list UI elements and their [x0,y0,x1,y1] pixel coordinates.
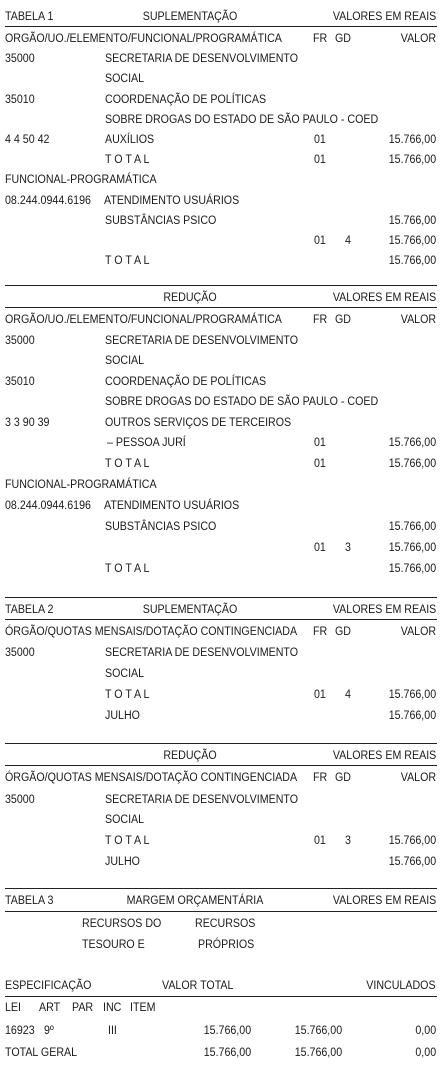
section-divider [5,743,437,744]
section-divider [5,285,437,286]
element-code: 3 3 90 39 [5,415,50,429]
amount: 15.766,00 [388,435,436,449]
gd-value: 3 [345,540,351,554]
description: SUBSTÂNCIAS PSICO [105,213,217,227]
functional-code: 08.244.0944.6196 [5,193,91,207]
fr-header: FR [313,770,328,784]
fr-value: 01 [314,152,326,166]
treasury-value: 15.766,00 [294,1023,342,1037]
section-type: REDUÇÃO [163,290,217,304]
table-number: TABELA 3 [5,893,54,907]
code: 35010 [5,374,35,388]
resources-treasury-label: RECURSOS DO [82,916,162,930]
description: SECRETARIA DE DESENVOLVIMENTO [105,792,299,806]
description: SOBRE DROGAS DO ESTADO DE SÃO PAULO - COED [105,394,379,408]
total-label: T O T A L [105,152,150,166]
description: COORDENAÇÃO DE POLÍTICAS [105,92,267,106]
total-value: 15.766,00 [203,1023,251,1037]
functional-programmatic-label: FUNCIONAL-PROGRAMÁTICA [5,172,157,186]
column-header: ORGÃO/UO./ELEMENTO/FUNCIONAL/PROGRAMÁTICA [5,31,282,45]
par-header: PAR [72,1000,94,1014]
valor-header: VALOR [400,31,436,45]
table-number: TABELA 2 [5,602,54,616]
art-value: 9º [44,1023,54,1037]
linked-value: 0,00 [415,1023,436,1037]
specification-header: ESPECIFICAÇÃO [5,978,92,992]
section-divider [5,888,437,889]
code: 35000 [5,51,35,65]
total-amount: 15.766,00 [388,561,436,575]
item-header: ITEM [130,1000,156,1014]
total-label: T O T A L [105,456,150,470]
total-label: T O T A L [105,561,150,575]
functional-code: 08.244.0944.6196 [5,498,91,512]
code: 35010 [5,92,35,106]
code: 35000 [5,645,35,659]
description: SOCIAL [105,353,145,367]
section-type: MARGEM ORÇAMENTÁRIA [126,893,264,907]
divider [5,911,437,912]
amount: 15.766,00 [388,708,436,722]
description: SECRETARIA DE DESENVOLVIMENTO [105,333,299,347]
section-divider [5,597,437,598]
section-type: SUPLEMENTAÇÃO [142,602,238,616]
gd-header: GD [335,31,351,45]
element-code: 4 4 50 42 [5,132,50,146]
description: SOCIAL [105,812,145,826]
fr-value: 01 [314,233,326,247]
resources-own-label: PRÓPRIOS [198,937,255,951]
description: – PESSOA JURÍ [107,435,186,449]
amount: 15.766,00 [388,854,436,868]
section-type: SUPLEMENTAÇÃO [142,9,238,23]
amount: 15.766,00 [388,132,436,146]
total-value-header: VALOR TOTAL [162,978,234,992]
description: SOBRE DROGAS DO ESTADO DE SÃO PAULO - COED [105,112,379,126]
month-label: JULHO [105,854,140,868]
fr-value: 01 [314,833,326,847]
fr-value: 01 [314,456,326,470]
month-label: JULHO [105,708,140,722]
total-label: T O T A L [105,687,150,701]
amount: 15.766,00 [388,540,436,554]
column-header: ORGÃO/UO./ELEMENTO/FUNCIONAL/PROGRAMÁTICA [5,312,282,326]
fr-header: FR [313,312,328,326]
values-unit: VALORES EM REAIS [332,748,436,762]
description: COORDENAÇÃO DE POLÍTICAS [105,374,267,388]
resources-treasury-label: TESOURO E [82,937,145,951]
description: AUXÍLIOS [105,132,155,146]
total-amount: 15.766,00 [388,687,436,701]
fr-value: 01 [314,132,326,146]
amount: 15.766,00 [388,213,436,227]
fr-value: 01 [314,435,326,449]
gd-header: GD [335,624,351,638]
grand-total-label: TOTAL GERAL [5,1045,78,1059]
inc-value: III [108,1023,117,1037]
total-amount: 15.766,00 [388,456,436,470]
description: SUBSTÂNCIAS PSICO [105,519,217,533]
grand-total-value: 15.766,00 [203,1045,251,1059]
values-unit: VALORES EM REAIS [332,9,436,23]
code: 35000 [5,792,35,806]
gd-header: GD [335,312,351,326]
values-unit: VALORES EM REAIS [332,290,436,304]
description: ATENDIMENTO USUÁRIOS [104,498,240,512]
description: SECRETARIA DE DESENVOLVIMENTO [105,645,299,659]
gd-header: GD [335,770,351,784]
column-header: ÓRGÃO/QUOTAS MENSAIS/DOTAÇÃO CONTINGENCIADA [5,624,298,638]
fr-header: FR [313,624,328,638]
column-header: ÓRGÃO/QUOTAS MENSAIS/DOTAÇÃO CONTINGENCIADA [5,770,298,784]
valor-header: VALOR [400,312,436,326]
divider [5,996,437,997]
art-header: ART [39,1000,61,1014]
description: SECRETARIA DE DESENVOLVIMENTO [105,51,299,65]
total-amount: 15.766,00 [388,253,436,267]
resources-own-label: RECURSOS [195,916,256,930]
divider [5,619,437,620]
gd-value: 3 [345,833,351,847]
divider [5,26,437,27]
grand-total-treasury: 15.766,00 [294,1045,342,1059]
section-type: REDUÇÃO [163,748,217,762]
fr-value: 01 [314,540,326,554]
table-number: TABELA 1 [5,9,54,23]
total-label: T O T A L [105,253,150,267]
fr-value: 01 [314,687,326,701]
divider [5,307,437,308]
description: ATENDIMENTO USUÁRIOS [104,193,240,207]
lei-header: LEI [5,1000,22,1014]
valor-header: VALOR [400,770,436,784]
description: SOCIAL [105,666,145,680]
grand-total-linked: 0,00 [415,1045,436,1059]
lei-value: 16923 [5,1023,35,1037]
total-amount: 15.766,00 [388,152,436,166]
amount: 15.766,00 [388,519,436,533]
gd-value: 4 [345,687,351,701]
functional-programmatic-label: FUNCIONAL-PROGRAMÁTICA [5,477,157,491]
valor-header: VALOR [400,624,436,638]
amount: 15.766,00 [388,233,436,247]
values-unit: VALORES EM REAIS [332,893,436,907]
code: 35000 [5,333,35,347]
total-label: T O T A L [105,833,150,847]
divider [5,765,437,766]
values-unit: VALORES EM REAIS [332,602,436,616]
description: SOCIAL [105,71,145,85]
linked-header: VINCULADOS [366,978,436,992]
description: OUTROS SERVIÇOS DE TERCEIROS [105,415,292,429]
total-amount: 15.766,00 [388,833,436,847]
fr-header: FR [313,31,328,45]
gd-value: 4 [345,233,351,247]
inc-header: INC [103,1000,122,1014]
